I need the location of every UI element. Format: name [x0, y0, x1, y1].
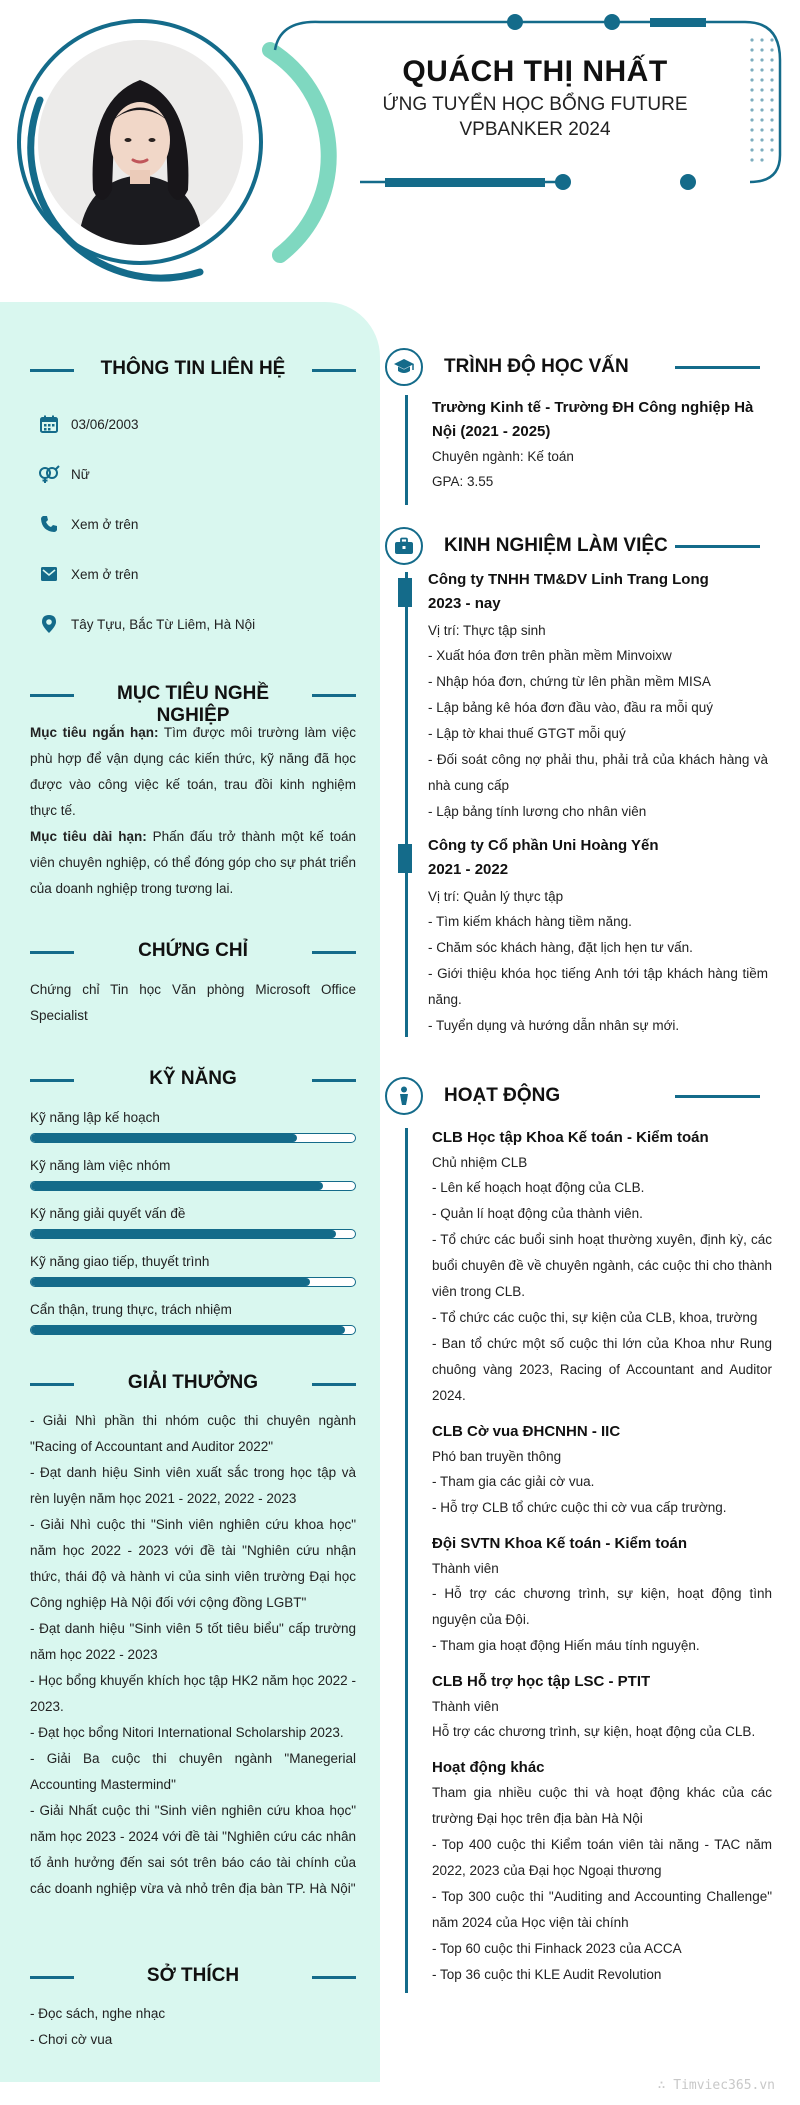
job-task: - Giới thiệu khóa học tiếng Anh tới tập khách hàng tiềm năng.: [428, 966, 768, 1007]
award-item: - Học bổng khuyến khích học tập HK2 năm học 2022 - 2023.: [30, 1673, 356, 1714]
activity-line: - Lên kế hoạch hoạt động của CLB.: [432, 1180, 645, 1195]
job-task: - Lập bảng kê hóa đơn đầu vào, đầu ra mỗi quý: [428, 700, 714, 715]
skill-name: Kỹ năng làm việc nhóm: [30, 1158, 171, 1173]
contact-value: 03/06/2003: [71, 416, 139, 432]
skills-section-title: KỸ NĂNG: [30, 1068, 356, 1092]
graduation-cap-icon: [385, 348, 423, 386]
job-period: 2023 - nay: [428, 595, 501, 612]
job-task: - Lập bảng tính lương cho nhân viên: [428, 804, 647, 819]
skill-item: [30, 1158, 356, 1191]
activities-section-title: HOẠT ĐỘNG: [385, 1077, 765, 1117]
activity-name: CLB Học tập Khoa Kế toán - Kiểm toán: [432, 1129, 709, 1146]
job-task: - Nhập hóa đơn, chứng từ lên phần mềm MISA: [428, 674, 711, 689]
location-pin-icon: [38, 613, 60, 635]
contact-value: Xem ở trên: [71, 566, 139, 582]
activity-name: CLB Hỗ trợ học tập LSC - PTIT: [432, 1673, 651, 1690]
job-role: Vị trí: Thực tập sinh: [428, 623, 546, 638]
watermark-icon: ∴: [657, 2078, 674, 2093]
activity-line: - Hỗ trợ CLB tổ chức cuộc thi cờ vua cấp trường.: [432, 1500, 727, 1515]
award-item: - Đạt danh hiệu "Sinh viên 5 tốt tiêu biểu" cấp trường năm học 2022 - 2023: [30, 1621, 356, 1662]
experience-timeline-line: [405, 572, 408, 1037]
job-block: [428, 568, 768, 825]
skill-item: [30, 1110, 356, 1143]
activities-timeline-line: [405, 1128, 408, 1993]
job-task: - Xuất hóa đơn trên phần mềm Minvoixw: [428, 648, 672, 663]
award-item: - Giải Ba cuộc thi chuyên ngành "Manegerial Accounting Mastermind": [30, 1751, 356, 1792]
award-item: - Đạt danh hiệu Sinh viên xuất sắc trong học tập và rèn luyện năm học 2021 - 2022, 2022 - 2023: [30, 1465, 356, 1506]
contact-email: [38, 563, 138, 585]
hobbies-section-title: SỞ THÍCH: [30, 1965, 356, 1989]
avatar: [38, 40, 243, 245]
activity-role: Tham gia nhiều cuộc thi và hoạt động khác của các trường Đại học trên địa bàn Hà Nội: [432, 1785, 772, 1826]
award-item: - Giải Nhì cuộc thi "Sinh viên nghiên cứu khoa học" năm học 2022 - 2023 với đề tài "Nghiên cứu nhận thức, thái độ và hành vi của sinh viên trường Đại học Công nghiệp Hà Nội đối với cộng đồng LGBT": [30, 1517, 356, 1610]
skill-item: [30, 1254, 356, 1287]
experience-marker: [398, 578, 412, 607]
objective-short-text: Tìm được môi trường làm việc phù hợp để vận dụng các kiến thức, kỹ năng đã học được vào công việc kế toán, trau đồi kinh nghiệm thực tế.: [30, 725, 356, 818]
skill-name: Cẩn thận, trung thực, trách nhiệm: [30, 1302, 232, 1317]
school-name: Trường Kinh tế - Trường ĐH Công nghiệp Hà Nội (2021 - 2025): [432, 399, 754, 440]
skill-bar: [30, 1325, 356, 1335]
person-icon: [385, 1077, 423, 1115]
contact-phone: [38, 513, 138, 535]
education-timeline-line: [405, 395, 408, 505]
skill-bar: [30, 1133, 356, 1143]
awards-list: [30, 1408, 356, 1902]
activity-group: [432, 1126, 772, 1409]
activity-line: - Top 300 cuộc thi "Auditing and Accounting Challenge" năm 2024 của Học viện tài chính: [432, 1889, 772, 1930]
award-item: - Đạt học bổng Nitori International Scholarship 2023.: [30, 1725, 344, 1740]
contact-section-title: THÔNG TIN LIÊN HỆ: [30, 358, 356, 382]
award-item: - Giải Nhì phần thi nhóm cuộc thi chuyên ngành "Racing of Accountant and Auditor 2022": [30, 1413, 356, 1454]
hobby-item: - Đọc sách, nghe nhạc: [30, 2006, 166, 2021]
education-major: Chuyên ngành: Kế toán: [432, 449, 574, 464]
watermark: [658, 2078, 775, 2093]
job-period: 2021 - 2022: [428, 861, 509, 878]
activity-line: - Top 400 cuộc thi Kiểm toán viên tài năng - TAC năm 2022, 2023 của Đại học Ngoại thương: [432, 1837, 772, 1878]
contact-value: Xem ở trên: [71, 516, 139, 532]
hobbies-list: [30, 2001, 356, 2053]
activity-line: - Ban tổ chức một số cuộc thi lớn của Khoa như Rung chuông vàng 2023, Racing of Accountant and Auditor 2024.: [432, 1336, 772, 1403]
objective-long-label: Mục tiêu dài hạn:: [30, 829, 147, 844]
objective-section-title: MỤC TIÊU NGHỀ NGHIỆP: [30, 683, 356, 707]
skill-bar: [30, 1181, 356, 1191]
activity-group: [432, 1756, 772, 1988]
activity-line: - Tham gia hoạt động Hiến máu tính nguyện.: [432, 1638, 700, 1653]
contact-value: Tây Tựu, Bắc Từ Liêm, Hà Nội: [71, 616, 256, 632]
education-block: [432, 396, 772, 494]
activity-role: Chủ nhiệm CLB: [432, 1155, 528, 1170]
applied-position: [360, 92, 710, 142]
awards-section-title: GIẢI THƯỞNG: [30, 1372, 356, 1396]
activity-line: - Quản lí hoạt động của thành viên.: [432, 1206, 643, 1221]
skill-name: Kỹ năng lập kế hoạch: [30, 1110, 160, 1125]
activity-name: CLB Cờ vua ĐHCNHN - IIC: [432, 1423, 621, 1440]
phone-icon: [38, 513, 60, 535]
job-block: [428, 834, 768, 1039]
activity-role: Thành viên: [432, 1699, 499, 1714]
objective-text: [30, 720, 356, 902]
activity-line: - Top 60 cuộc thi Finhack 2023 của ACCA: [432, 1941, 682, 1956]
objective-short-label: Mục tiêu ngắn hạn:: [30, 725, 159, 740]
email-icon: [38, 563, 60, 585]
calendar-icon: [38, 413, 60, 435]
contact-address: [38, 613, 255, 635]
skill-item: [30, 1302, 356, 1335]
contact-gender: [38, 463, 90, 485]
objective-long-text: Phấn đấu trở thành một kế toán viên chuyên nghiệp, có thể đóng góp cho sự phát triển của doanh nghiệp trong tương lai.: [30, 829, 356, 896]
skill-item: [30, 1206, 356, 1239]
contact-birthday: [38, 413, 139, 435]
cv-header: [0, 0, 800, 300]
briefcase-icon: [385, 527, 423, 565]
education-gpa: GPA: 3.55: [432, 474, 494, 489]
activity-group: [432, 1670, 772, 1745]
certificates-section-title: CHỨNG CHỈ: [30, 940, 356, 964]
experience-marker: [398, 844, 412, 873]
candidate-name: QUÁCH THỊ NHẤT: [402, 55, 668, 88]
job-company: Công ty Cổ phần Uni Hoàng Yến: [428, 837, 659, 854]
watermark-text: Timviec365.vn: [673, 2078, 775, 2093]
activity-name: Hoạt động khác: [432, 1759, 545, 1776]
award-item: - Giải Nhất cuộc thi "Sinh viên nghiên cứu khoa học" năm học 2023 - 2024 với đề tài "Nghiên cứu các nhân tố ảnh hưởng đến sai sót trên báo cáo tài chính của các doanh nghiệp vừa và nhỏ trên địa bàn TP. Hà Nội": [30, 1803, 356, 1896]
certificate-text: Chứng chỉ Tin học Văn phòng Microsoft Office Specialist: [30, 982, 356, 1023]
job-company: Công ty TNHH TM&DV Linh Trang Long: [428, 571, 709, 588]
gender-icon: [38, 463, 60, 485]
activity-group: [432, 1532, 772, 1659]
activity-line: - Hỗ trợ các chương trình, sự kiện, hoạt động tình nguyện của Đội.: [432, 1586, 772, 1627]
skill-name: Kỹ năng giải quyết vấn đề: [30, 1206, 186, 1221]
education-section-title: TRÌNH ĐỘ HỌC VẤN: [385, 348, 765, 388]
activity-line: - Tham gia các giải cờ vua.: [432, 1474, 595, 1489]
activity-name: Đội SVTN Khoa Kế toán - Kiểm toán: [432, 1535, 688, 1552]
job-role: Vị trí: Quản lý thực tập: [428, 889, 564, 904]
activity-line: Hỗ trợ các chương trình, sự kiện, hoạt động của CLB.: [432, 1724, 756, 1739]
activity-group: [432, 1420, 772, 1521]
job-task: - Tìm kiếm khách hàng tiềm năng.: [428, 914, 632, 929]
skill-name: Kỹ năng giao tiếp, thuyết trình: [30, 1254, 210, 1269]
skill-bar: [30, 1277, 356, 1287]
applied-position-line-2: VPBANKER 2024: [459, 119, 611, 140]
activity-line: - Tổ chức các cuộc thi, sự kiện của CLB, khoa, trường: [432, 1310, 758, 1325]
contact-value: Nữ: [71, 466, 90, 482]
skill-bar: [30, 1229, 356, 1239]
applied-position-line-1: ỨNG TUYỂN HỌC BỔNG FUTURE: [382, 94, 688, 115]
experience-section-title: KINH NGHIỆM LÀM VIỆC: [385, 527, 765, 567]
activity-role: Thành viên: [432, 1561, 499, 1576]
job-task: - Đối soát công nợ phải thu, phải trả của khách hàng và nhà cung cấp: [428, 752, 768, 793]
hobby-item: - Chơi cờ vua: [30, 2032, 113, 2047]
job-task: - Tuyển dụng và hướng dẫn nhân sự mới.: [428, 1018, 680, 1033]
job-task: - Chăm sóc khách hàng, đặt lịch hẹn tư vấn.: [428, 940, 693, 955]
job-task: - Lập tờ khai thuế GTGT mỗi quý: [428, 726, 626, 741]
activity-role: Phó ban truyền thông: [432, 1449, 562, 1464]
activity-line: - Top 36 cuộc thi KLE Audit Revolution: [432, 1967, 662, 1982]
avatar-portrait-icon: [38, 40, 243, 245]
activity-line: - Tổ chức các buổi sinh hoạt thường xuyên, định kỳ, các buổi chuyên đề về chuyên ngành, các cuộc thi cho thành viên trong CLB.: [432, 1232, 772, 1299]
